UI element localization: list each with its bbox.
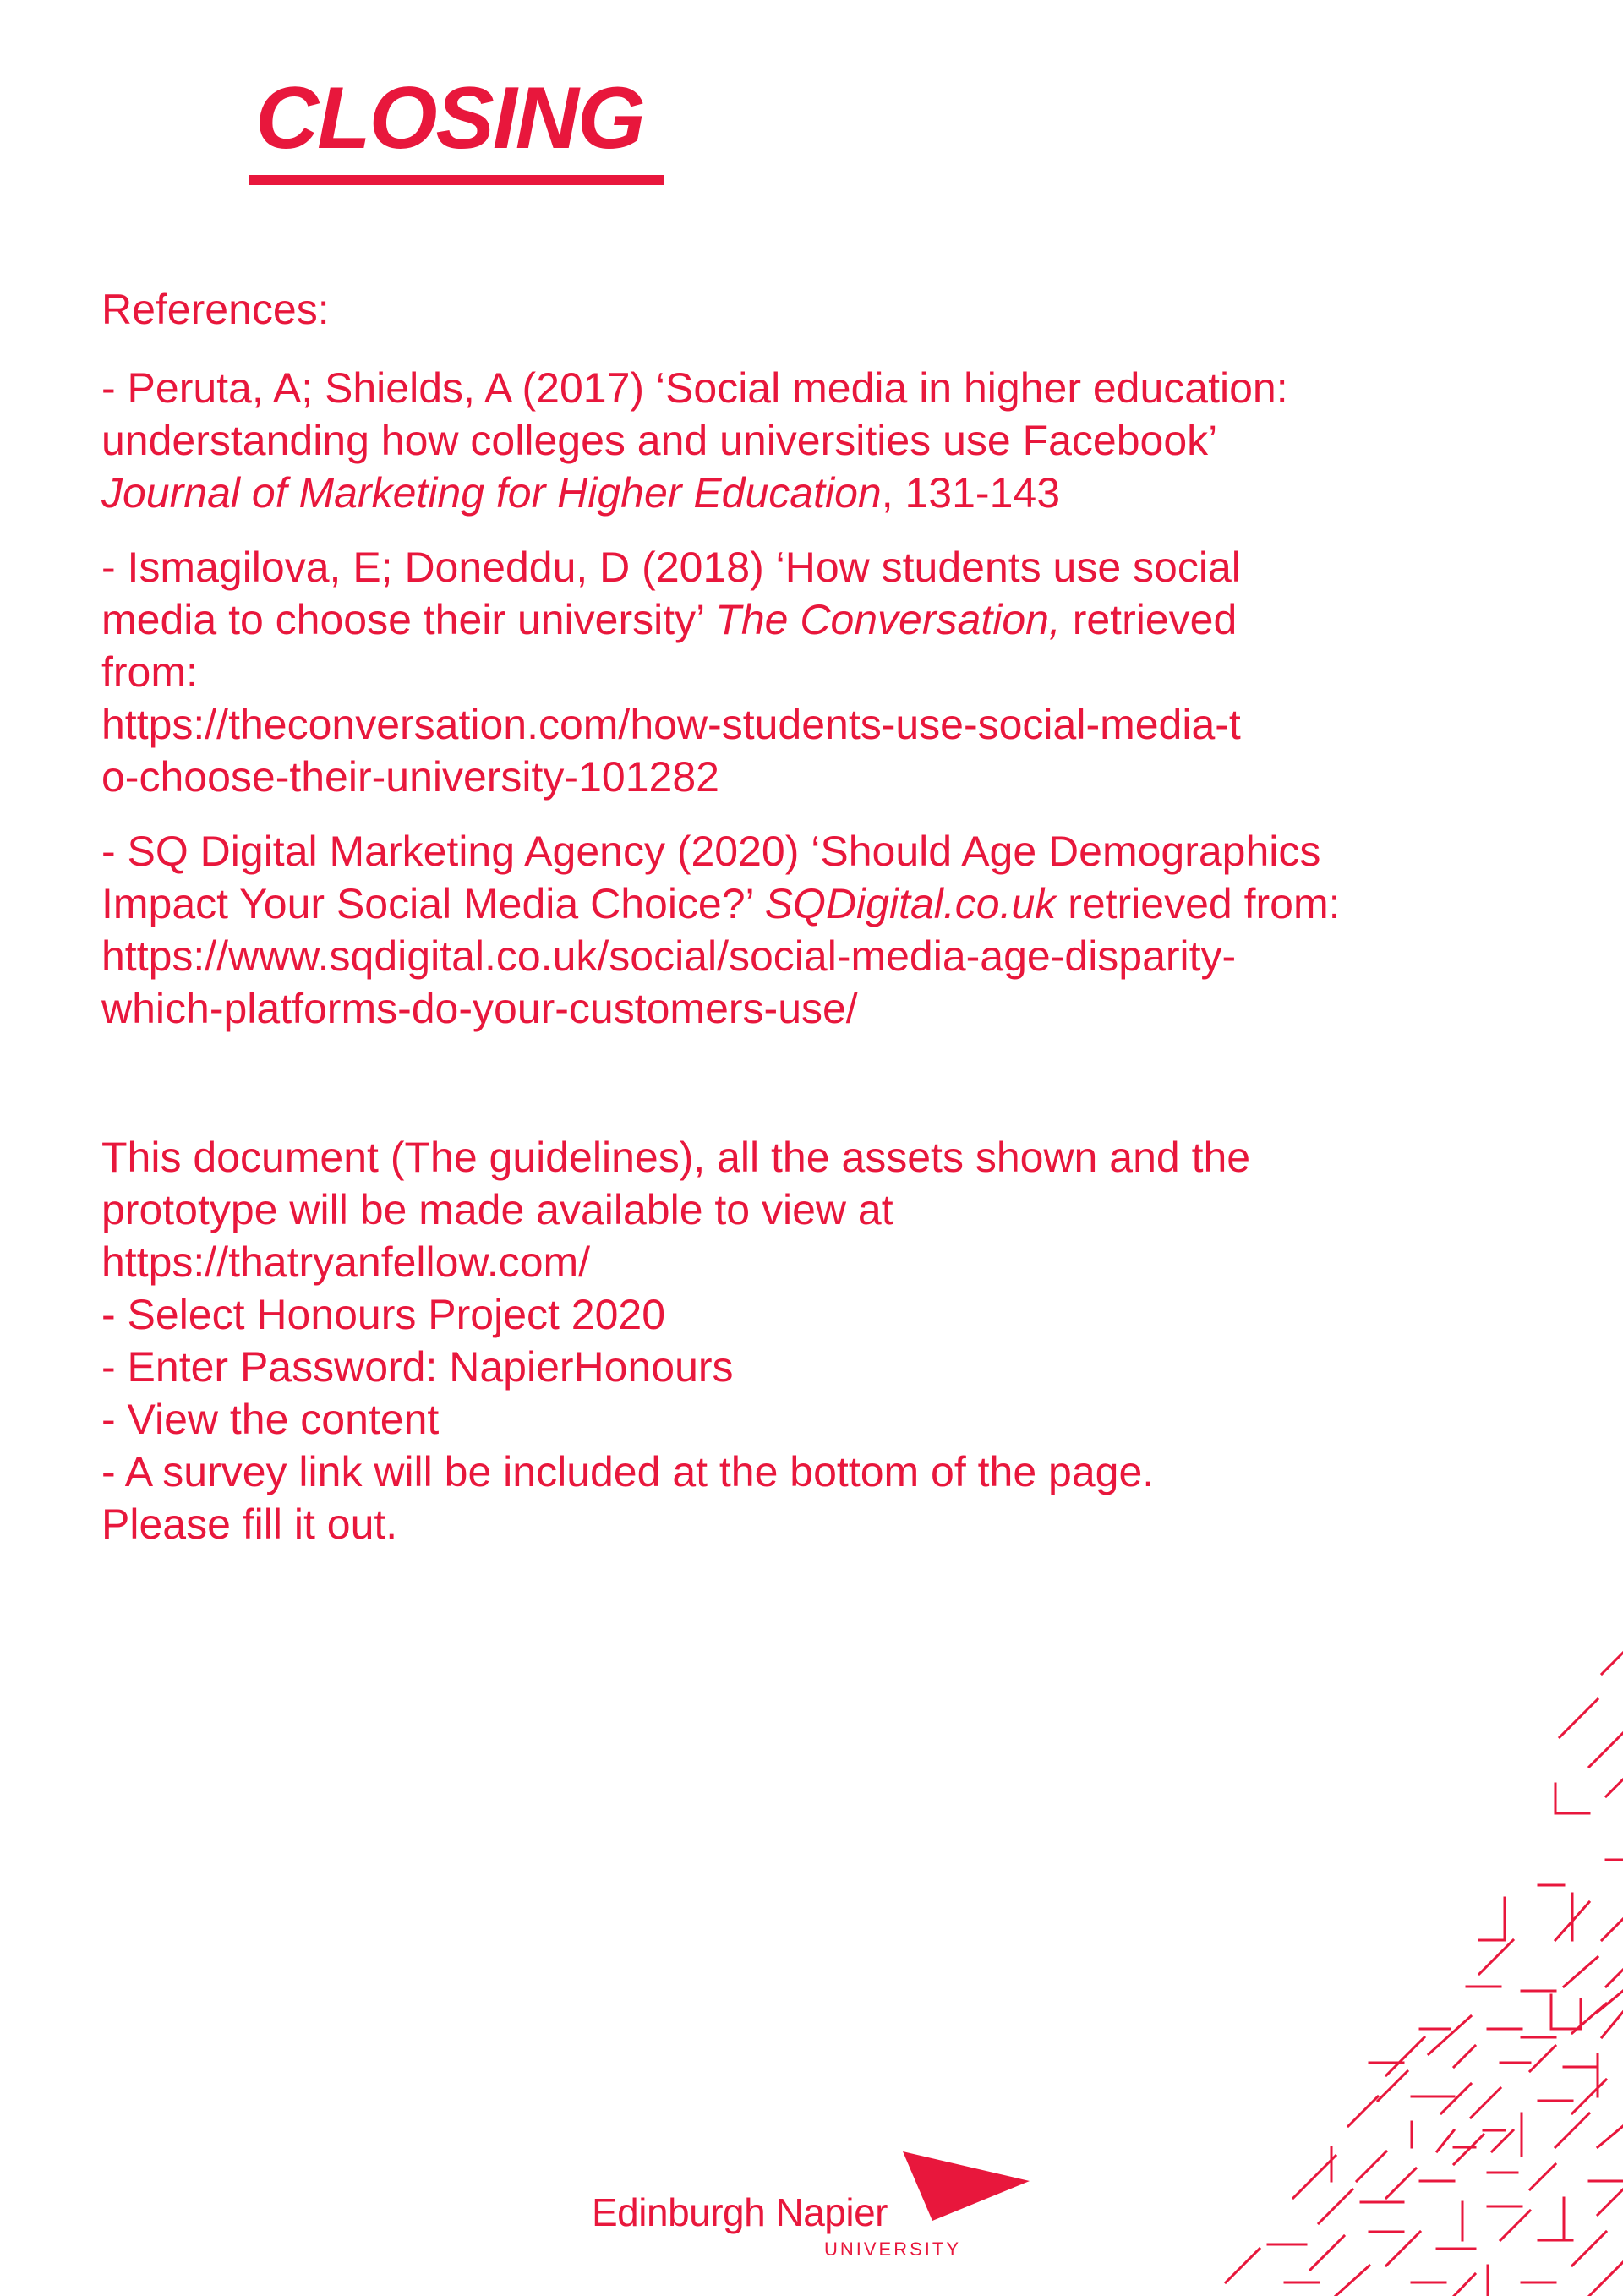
reference-item-1	[101, 362, 1538, 519]
notes-step-view: - View the content	[101, 1396, 440, 1443]
references-heading	[101, 283, 1538, 336]
notes-step-select: - Select Honours Project 2020	[101, 1291, 666, 1338]
title-underline	[249, 175, 664, 185]
reference-3-url-2[interactable]: which-platforms-do-your-customers-use/	[101, 985, 858, 1032]
reference-1-line-1: - Peruta, A; Shields, A (2017) ‘Social media in higher education:	[101, 364, 1288, 412]
reference-2-line-3: from:	[101, 648, 198, 696]
reference-3-line-2	[101, 877, 1538, 930]
logo-subtitle: UNIVERSITY	[824, 2239, 962, 2260]
reference-2-url-2[interactable]: o-choose-their-university-101282	[101, 753, 719, 801]
reference-3-url-1[interactable]: https://www.sqdigital.co.uk/social/social-media-age-disparity-	[101, 932, 1237, 980]
reference-3-retrieved: retrieved from:	[1056, 880, 1341, 927]
reference-2-title-end: media to choose their university’	[101, 596, 716, 643]
reference-3-source: SQDigital.co.uk	[764, 880, 1057, 927]
reference-item-3	[101, 825, 1538, 1035]
notes-line-1: This document (The guidelines), all the assets shown and the	[101, 1134, 1251, 1181]
reference-1-pages: , 131-143	[881, 469, 1060, 517]
access-notes	[101, 1131, 1538, 1550]
notes-line-8: Please fill it out.	[101, 1501, 398, 1548]
reference-2-line-1: - Ismagilova, E; Doneddu, D (2018) ‘How students use social	[101, 544, 1241, 591]
reference-item-2	[101, 541, 1538, 803]
notes-step-password: - Enter Password: NapierHonours	[101, 1343, 734, 1391]
notes-line-2: prototype will be made available to view at	[101, 1186, 893, 1233]
reference-2-url-1[interactable]: https://theconversation.com/how-students-use-social-media-t	[101, 701, 1241, 748]
reference-3-title-end: Impact Your Social Media Choice?’	[101, 880, 765, 927]
flag-icon	[903, 2151, 1030, 2221]
reference-1-line-2: understanding how colleges and universities use Facebook’	[101, 417, 1218, 464]
reference-3-line-1: - SQ Digital Marketing Agency (2020) ‘Should Age Demographics	[101, 828, 1321, 875]
notes-step-survey: - A survey link will be included at the bottom of the page.	[101, 1448, 1155, 1495]
notes-site-link[interactable]: https://thatryanfellow.com/	[101, 1238, 591, 1286]
reference-2-source: The Conversation,	[715, 596, 1061, 643]
references-heading-text: References:	[101, 286, 330, 333]
reference-1-line-3	[101, 467, 1538, 519]
reference-1-journal: Journal of Marketing for Higher Education	[101, 469, 882, 517]
decorative-line-pattern	[1014, 1640, 1623, 2296]
reference-2-line-2	[101, 593, 1538, 646]
logo-wordmark: Edinburgh Napier	[592, 2190, 888, 2234]
reference-2-retrieved: retrieved	[1060, 596, 1238, 643]
page-title: CLOSING	[255, 69, 644, 167]
edinburgh-napier-logo	[592, 2151, 1031, 2270]
